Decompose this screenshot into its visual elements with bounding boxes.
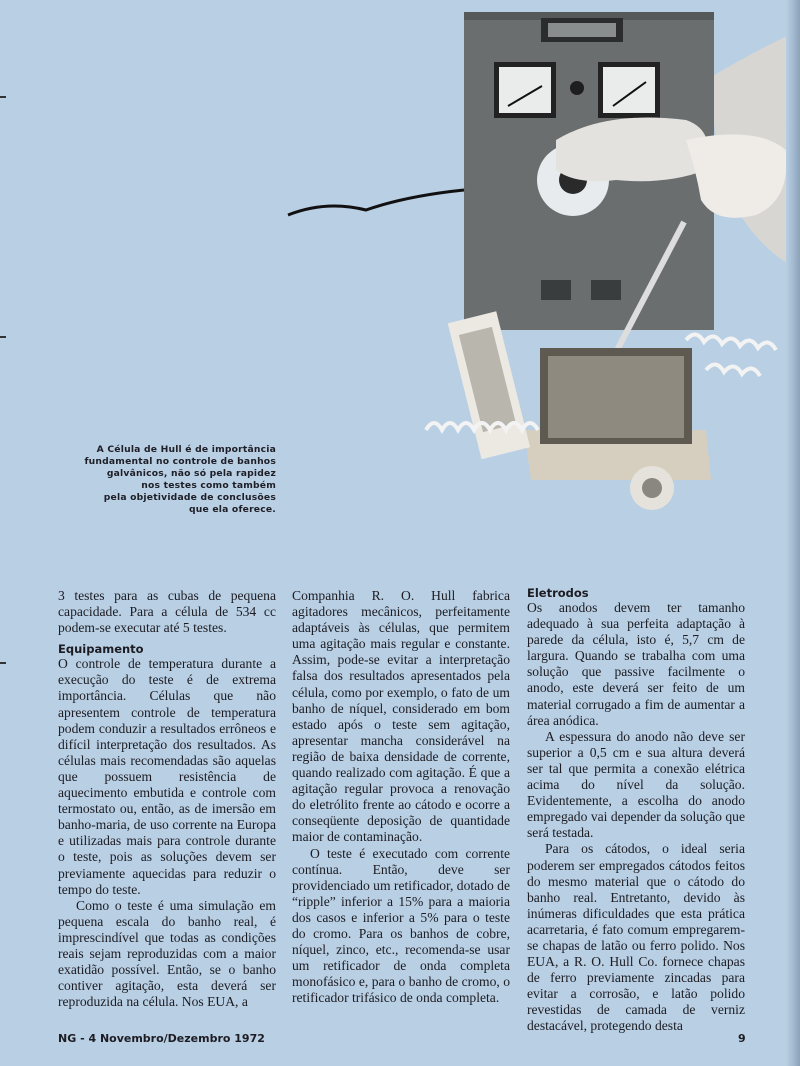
paragraph: Companhia R. O. Hull fabrica agitadores mecânicos, perfeitamente adaptáveis às células, que permitem uma agitação mais regular e constante. Assim, pode-se evitar a interpretação falsa dos resultados apresentados pela célula, como por exemplo, o fato de um banho de níquel, considerado em bom estado após o teste sem agitação, apresentar mancha considerável na região de baixa densidade de corrente, quando realizado com agitação. É que a agitação regular provoca a renovação do eletrólito frente ao cátodo e ocorre a conseqüente deposição de quantidade maior de contaminação. bbox=[292, 588, 510, 845]
caption-line: A Célula de Hull é de importância bbox=[96, 444, 276, 455]
text-column-3 bbox=[527, 586, 745, 1035]
margin-mark bbox=[0, 336, 6, 338]
caption-line: nos testes como também bbox=[141, 480, 276, 491]
paragraph: Os anodos devem ter tamanho adequado à sua perfeita adaptação à parede da célula, isto é, 5,7 cm de largura. Quando se trabalha com uma solução que passive facilmente o anodo, este deverá ser feito de um material corrugado a fim de aumentar a área anódica. bbox=[527, 600, 745, 728]
paragraph: O teste é executado com corrente contínua. Então, deve ser providenciado um retificador, dotado de “ripple” inferior a 15% para a maioria dos casos e inferior a 5% para o teste do cromo. Para os banhos de cobre, níquel, zinco, etc., recomenda-se usar um retificador de onda completa monofásico e, para o banho de cromo, o retificador trifásico de onda completa. bbox=[292, 845, 511, 1006]
paragraph: O controle de temperatura durante a execução do teste é de extrema importância. Células que não apresentem controle de temperatura podem conduzir a resultados errôneos e difícil interpretação dos resultados. As células mais recomendadas são aquelas que possuem resistência de aquecimento embutida e controle com termostato ou, então, as de imersão em banho-maria, de uso corrente na Europa e utilizadas mais para controle durante o teste, pois as soluções devem ser previamente aquecidas para reduzir o tempo do teste. bbox=[58, 656, 276, 897]
hull-cell-photo bbox=[286, 10, 800, 515]
section-heading-equipamento: Equipamento bbox=[58, 642, 144, 657]
caption-line: galvânicos, não só pela rapidez bbox=[106, 468, 276, 479]
page-number: 9 bbox=[738, 1032, 746, 1045]
page-edge-shadow bbox=[786, 0, 800, 1066]
paragraph: Para os cátodos, o ideal seria poderem ser empregados cátodos feitos do mesmo material que o cátodo do banho real. Entretanto, devido às inúmeras dificuldades que esta prática acarretaria, é fato comum empregarem-se chapas de latão ou ferro polido. Nos EUA, a R. O. Hull Co. fornece chapas de ferro previamente zincadas para evitar a corrosão, e latão polido revestidas de camada de verniz destacável, protegendo desta bbox=[527, 841, 745, 1034]
caption-line: que ela oferece. bbox=[189, 504, 276, 515]
margin-mark bbox=[0, 96, 6, 98]
caption-line: pela objetividade de conclusões bbox=[103, 492, 276, 503]
paragraph: 3 testes para as cubas de pequena capacidade. Para a célula de 534 cc podem-se executar até 5 testes. bbox=[58, 588, 276, 636]
text-column-2 bbox=[292, 588, 510, 1006]
paragraph: A espessura do anodo não deve ser superior a 0,5 cm e sua altura deverá ser tal que permita a conexão elétrica acima do nível da solução. Evidentemente, a escolha do anodo empregado vai depender da solução que será testada. bbox=[527, 728, 745, 841]
margin-mark bbox=[0, 662, 6, 664]
paragraph: Como o teste é uma simulação em pequena escala do banho real, é imprescindível que todas as condições reais sejam reproduzidas com a maior exatidão possível. Então, se o banho contiver agitação, esta deverá ser reproduzida na célula. Nos EUA, a bbox=[58, 897, 276, 1010]
photo-caption bbox=[70, 444, 276, 516]
text-column-1 bbox=[58, 588, 276, 1010]
footer-issue: NG - 4 Novembro/Dezembro 1972 bbox=[58, 1032, 265, 1045]
section-heading-eletrodos: Eletrodos bbox=[527, 586, 589, 600]
caption-line: fundamental no controle de banhos bbox=[84, 456, 276, 467]
